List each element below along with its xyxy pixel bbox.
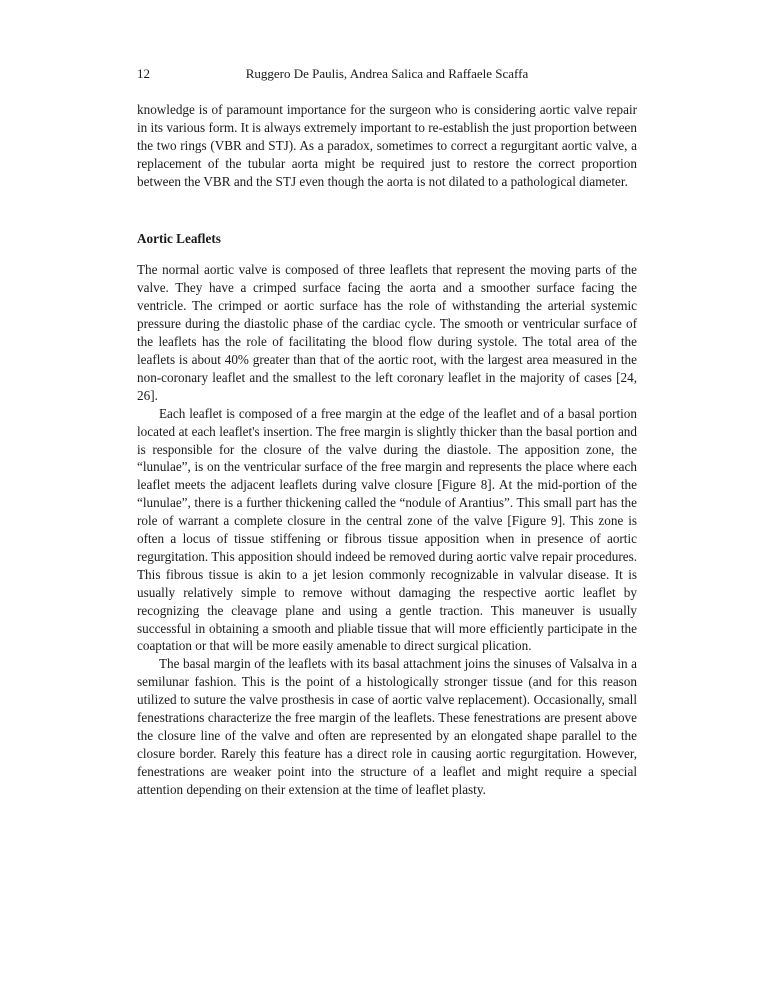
paragraph-2: Each leaflet is composed of a free margin at the edge of the leaflet and of a basal portion located at each leaflet's insertion. The free margin is slightly thicker than the basal portion and is responsible for the closure of the valve during the diastole. The apposition zone, the “lunulae”, is on the ventricular surface of the free margin and represents the place where each leaflet meets the adjacent leaflets during valve closure [Figure 8]. At the mid-portion of the “lunulae”, there is a further thickening called the “nodule of Arantius”. This small part has the role of warrant a complete closure in the central zone of the valve [Figure 9]. This zone is often a locus of tissue stiffening or fibrous tissue apposition when in presence of aortic regurgitation. This apposition should indeed be removed during aortic valve repair procedures. This fibrous tissue is akin to a jet lesion commonly recognizable in valvular disease. It is usually relatively simple to remove without damaging the respective aortic leaflet by recognizing the cleavage plane and using a gentle traction. This maneuver is usually successful in obtaining a smooth and pliable tissue that will more efficiently participate in the coaptation or that will be more easily amenable to direct surgical plication. [137, 405, 637, 654]
body-text [137, 101, 637, 799]
continuation-paragraph: knowledge is of paramount importance for the surgeon who is considering aortic valve repair in its various form. It is always extremely important to re-establish the just proportion between the two rings (VBR and STJ). As a paradox, sometimes to correct a regurgitant aortic valve, a replacement of the tubular aorta might be required just to restore the correct proportion between the VBR and the STJ even though the aorta is not dilated to a pathological diameter. [137, 102, 637, 189]
running-header [137, 64, 637, 84]
paragraph-1: The normal aortic valve is composed of three leaflets that represent the moving parts of the valve. They have a crimped surface facing the aorta and a smoother surface facing the ventricle. The crimped or aortic surface has the role of withstanding the arterial systemic pressure during the diastolic phase of the cardiac cycle. The smooth or ventricular surface of the leaflets has the role of facilitating the blood flow during systole. The total area of the leaflets is about 40% greater than that of the aortic root, with the largest area measured in the non-coronary leaflet and the smallest to the left coronary leaflet in the majority of cases [24, 26]. [137, 262, 637, 403]
section-heading: Aortic Leaflets [137, 230, 221, 246]
header-authors: Ruggero De Paulis, Andrea Salica and Raffaele Scaffa [245, 66, 529, 81]
paragraph-3: The basal margin of the leaflets with its basal attachment joins the sinuses of Valsalva in a semilunar fashion. This is the point of a histologically stronger tissue (and for this reason utilized to suture the valve prosthesis in case of aortic valve replacement). Occasionally, small fenestrations characterize the free margin of the leaflets. These fenestrations are present above the closure line of the valve and often are represented by an elongated shape parallel to the closure border. Rarely this feature has a direct role in causing aortic regurgitation. However, fenestrations are weaker point into the structure of a leaflet and might require a special attention depending on their extension at the time of leaflet plasty. [137, 656, 637, 797]
page-number: 12 [137, 66, 150, 81]
